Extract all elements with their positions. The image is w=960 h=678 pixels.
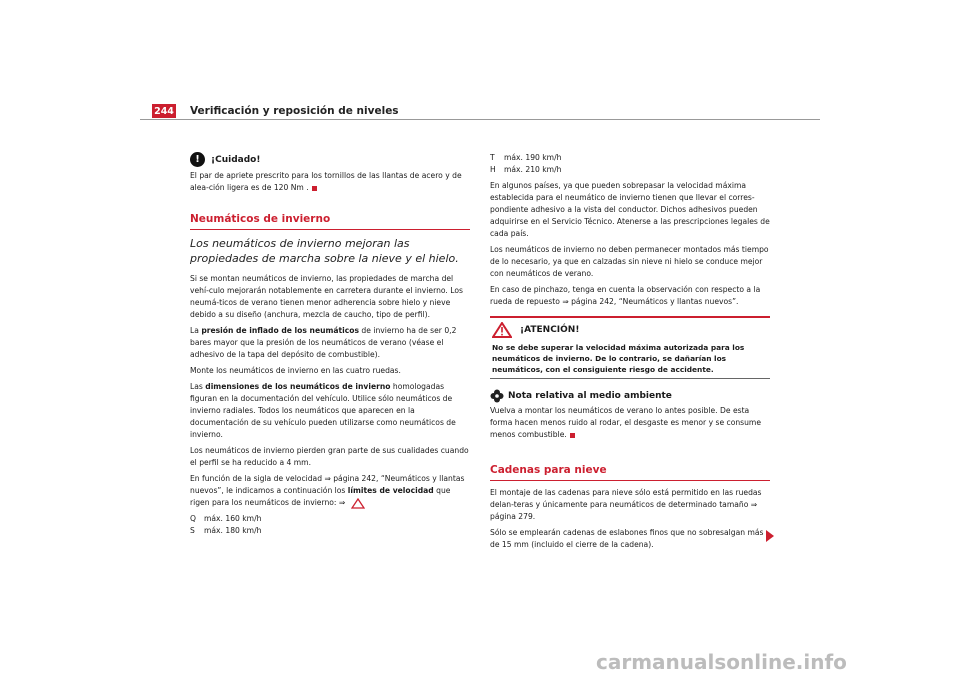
continue-arrow-icon [766, 530, 774, 542]
bold-term: presión de inflado de los neumáticos [201, 326, 360, 335]
paragraph: En algunos países, ya que pueden sobrepasar la velocidad máxima establecida para el neumático de invierno tienen que llevar el corres-pondiente adhesivo a la vista del conductor. Dichos adhesivos pueden adquirirse en el Servicio Técnico. Atenerse a las prescripciones legales de cada país. [490, 181, 770, 238]
speed-row [190, 525, 470, 537]
right-column [490, 152, 770, 555]
paragraph [190, 325, 470, 361]
bold-term: límites de velocidad [347, 486, 434, 495]
caution-text-body: El par de apriete prescrito para los tornillos de las llantas de acero y de alea-ción ligera es de 120 Nm . [190, 171, 462, 192]
watermark: carmanualsonline.info [596, 650, 847, 674]
paragraph: Los neumáticos de invierno pierden gran parte de sus cualidades cuando el perfil se ha reducido a 4 mm. [190, 446, 469, 467]
header-rule [140, 119, 820, 120]
left-column [190, 152, 470, 537]
exclamation-icon: ! [190, 152, 205, 167]
text: de invierno ha de ser 0,2 bares mayor que la presión de los neumáticos de verano (véase el adhesivo de la tapa del depósito de combustible). [190, 326, 457, 359]
paragraph: Monte los neumáticos de invierno en las cuatro ruedas. [190, 366, 401, 375]
caution-title: ¡Cuidado! [211, 154, 261, 165]
page-number: 244 [152, 104, 176, 118]
caution-text [190, 170, 470, 194]
speed-code: T [490, 153, 495, 162]
speed-code: S [190, 526, 195, 535]
bold-term: dimensiones de los neumáticos de invierno [205, 382, 391, 391]
page-header-title: Verificación y reposición de niveles [190, 105, 399, 117]
attention-text: No se debe superar la velocidad máxima autorizada para los neumáticos de invierno. De lo contrario, se dañarían los neumáticos, con el consiguiente riesgo de accidente. [492, 343, 745, 374]
speed-value: máx. 180 km/h [204, 526, 262, 535]
speed-code: Q [190, 514, 196, 523]
attention-heading [492, 322, 768, 338]
environment-text [490, 405, 770, 441]
paragraph: Si se montan neumáticos de invierno, las propiedades de marcha del vehí-culo mejorarán notablemente en carretera durante el invierno. Los neumá-ticos de verano tienen menor adherencia sobre hielo y nieve debido a su diseño (anchura, mezcla de caucho, tipo de perfil). [190, 274, 463, 319]
paragraph [190, 381, 470, 441]
section-title-snow-chains: Cadenas para nieve [490, 463, 770, 481]
paragraph [190, 473, 470, 509]
warning-triangle-icon [351, 498, 365, 509]
text: En función de la sigla de velocidad ⇒ página 242, “Neumáticos y llantas nuevos”, le indicamos a continuación los [190, 474, 465, 495]
paragraph: Los neumáticos de invierno no deben permanecer montados más tiempo de lo necesario, ya que en calzadas sin nieve ni hielo se conduce mejor con neumáticos de verano. [490, 245, 769, 278]
environment-title: Nota relativa al medio ambiente [508, 391, 672, 401]
paragraph: El montaje de las cadenas para nieve sólo está permitido en las ruedas delan-teras y únicamente para neumáticos de determinado tamaño ⇒ página 279. [490, 488, 762, 521]
speed-row [490, 164, 770, 176]
environment-heading [490, 389, 770, 403]
paragraph: En caso de pinchazo, tenga en cuenta la observación con respecto a la rueda de repuesto ⇒ página 242, “Neumáticos y llantas nuevos”. [490, 285, 761, 306]
flower-icon [490, 389, 504, 403]
text: homologadas figuran en la documentación del vehículo. Utilice sólo neumáticos de invierno radiales. Todos los neumáticos que aparecen en la documentación de su vehículo pueden utilizarse como neumáticos de invierno. [190, 382, 456, 439]
attention-title: ¡ATENCIÓN! [520, 325, 580, 335]
caution-heading [190, 152, 470, 167]
text: Las [190, 382, 206, 391]
section-title-winter-tyres: Neumáticos de invierno [190, 212, 470, 230]
paragraph: Sólo se emplearán cadenas de eslabones finos que no sobresalgan más de 15 mm (incluido el cierre de la cadena). [490, 528, 764, 549]
speed-value: máx. 160 km/h [204, 514, 262, 523]
end-marker-icon [570, 433, 575, 438]
warning-triangle-icon [492, 322, 512, 338]
speed-row [490, 152, 770, 164]
speed-code: H [490, 165, 496, 174]
speed-value: máx. 190 km/h [504, 153, 562, 162]
attention-box [490, 316, 770, 379]
environment-text-body: Vuelva a montar los neumáticos de verano lo antes posible. De esta forma hacen menos ruido al rodar, el desgaste es menor y se consume menos combustible. [490, 406, 762, 439]
end-marker-icon [312, 186, 317, 191]
text: que rigen para los neumáticos de invierno: ⇒ [190, 486, 451, 507]
section-lead: Los neumáticos de invierno mejoran las propiedades de marcha sobre la nieve y el hielo. [190, 237, 459, 265]
text: La [190, 326, 202, 335]
speed-row [190, 513, 470, 525]
speed-value: máx. 210 km/h [504, 165, 562, 174]
